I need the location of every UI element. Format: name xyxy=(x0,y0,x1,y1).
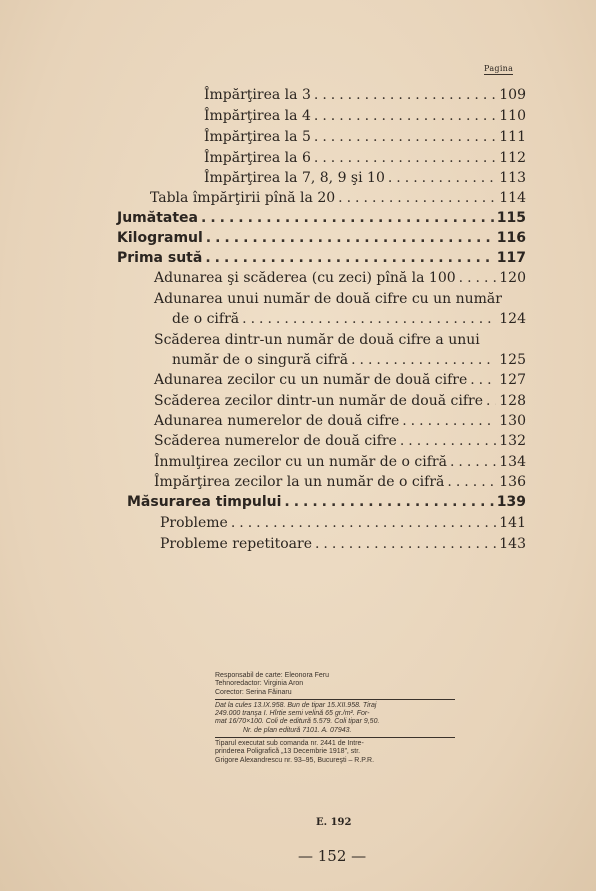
toc-leader-dots xyxy=(459,269,497,287)
toc-leader-dots xyxy=(231,514,496,532)
toc-leader-dots xyxy=(206,229,494,247)
toc-entry-title: Scăderea zecilor dintr-un număr de două cifre xyxy=(154,393,483,409)
toc-section xyxy=(117,249,526,267)
toc-entry xyxy=(172,310,526,328)
toc-entry-title: Scăderea dintr-un număr de două cifre a unui xyxy=(154,332,480,348)
toc-leader-dots xyxy=(314,107,496,125)
toc-leader-dots xyxy=(400,432,496,450)
toc-leader-dots xyxy=(314,128,496,146)
toc-leader-dots xyxy=(284,493,493,511)
toc-entry-title: Adunarea şi scăderea (cu zeci) pînă la 100 xyxy=(154,270,456,286)
toc-entry-title: Adunarea unui număr de două cifre cu un număr xyxy=(154,291,502,307)
toc-entry-title: Împărţirea zecilor la un număr de o cifră xyxy=(154,474,445,490)
toc-section-title: Jumătatea xyxy=(117,210,198,226)
toc-entry-page: 111 xyxy=(499,129,526,145)
colophon-print-details: mat 16/70×100. Coli de editură 5.579. Coli tipar 9,50. xyxy=(215,718,380,726)
toc-entry-title: Înmulţirea zecilor cu un număr de o cifră xyxy=(154,454,447,470)
toc-leader-dots xyxy=(351,351,496,369)
toc-entry xyxy=(154,412,526,430)
toc-entry xyxy=(172,351,526,369)
toc-entry xyxy=(204,107,526,125)
toc-entry-page: 127 xyxy=(499,372,526,388)
toc-leader-dots xyxy=(205,249,493,267)
colophon-divider xyxy=(215,737,455,738)
toc-entry-page: 139 xyxy=(496,494,526,510)
toc-entry xyxy=(150,189,526,207)
colophon-printer: prinderea Poligrafică „13 Decembrie 1918”, str. xyxy=(215,748,361,756)
toc-entry-page: 116 xyxy=(496,230,526,246)
toc-entry xyxy=(160,514,526,532)
toc-entry-title-continued: de o cifră xyxy=(172,311,240,327)
toc-entry-title: Probleme xyxy=(160,515,228,531)
toc-entry-page: 113 xyxy=(499,170,526,186)
toc-entry xyxy=(204,169,526,187)
toc-entry-title: Împărţirea la 5 xyxy=(204,129,311,145)
colophon-corector: Corector: Serina Făinaru xyxy=(215,688,292,696)
colophon-divider xyxy=(215,699,455,700)
colophon-responsabil: Responsabil de carte: Eleonora Feru xyxy=(215,672,330,679)
colophon-printer: Tiparul executat sub comanda nr. 2441 de Intre- xyxy=(215,740,364,748)
toc-entry-title: Adunarea numerelor de două cifre xyxy=(154,413,400,429)
toc-entry xyxy=(204,86,526,104)
toc-leader-dots xyxy=(314,86,496,104)
toc-entry xyxy=(204,128,526,146)
edition-code: E. 192 xyxy=(316,817,352,828)
toc-entry-page: 110 xyxy=(499,108,526,124)
toc-leader-dots xyxy=(470,371,496,389)
toc-leader-dots xyxy=(314,149,496,167)
colophon-print-details: Nr. de plan editură 7101. A. 07943. xyxy=(243,726,352,734)
page-column-header: Pagina xyxy=(484,64,514,73)
toc-entry-page: 115 xyxy=(496,210,526,226)
toc-section xyxy=(127,493,526,511)
toc-leader-dots xyxy=(447,473,496,491)
colophon-printer: Grigore Alexandrescu nr. 93–95, Bucureşti – R.P.R. xyxy=(215,756,375,764)
toc-entry-page: 143 xyxy=(499,536,526,552)
toc-entry-page: 136 xyxy=(499,474,526,490)
toc-entry-title: Împărţirea la 6 xyxy=(204,150,311,166)
colophon-print-details: Dat la cules 13.IX.958. Bun de tipar 15.XII.958. Tiraj xyxy=(215,701,377,709)
toc-leader-dots xyxy=(242,310,496,328)
toc-entry-page: 120 xyxy=(499,270,526,286)
toc-entry-title: Împărţirea la 3 xyxy=(204,87,311,103)
toc-section xyxy=(117,229,526,247)
colophon-print-details: 249.000 tranşa I. Hîrtie semi velină 65 gr./m². For- xyxy=(215,710,370,718)
toc-entry xyxy=(154,392,526,410)
toc-entry-page: 125 xyxy=(499,352,526,368)
toc-section xyxy=(117,209,526,227)
toc-leader-dots xyxy=(338,189,496,207)
page-number: — 152 — xyxy=(298,847,367,865)
toc-entry-page: 124 xyxy=(499,311,526,327)
toc-section-title: Kilogramul xyxy=(117,230,203,246)
toc-entry-page: 112 xyxy=(499,150,526,166)
toc-entry xyxy=(154,473,526,491)
colophon xyxy=(215,672,455,765)
toc-entry xyxy=(154,432,526,450)
toc-entry-title: Împărţirea la 7, 8, 9 şi 10 xyxy=(204,170,385,186)
toc-leader-dots xyxy=(388,169,496,187)
toc-section-title: Măsurarea timpului xyxy=(127,494,282,510)
toc-section-title: Prima sută xyxy=(117,250,203,266)
toc-entry xyxy=(204,149,526,167)
toc-entry-page: 141 xyxy=(499,515,526,531)
toc-entry-title: Împărţirea la 4 xyxy=(204,108,311,124)
toc-entry-title: Adunarea zecilor cu un număr de două cifre xyxy=(154,372,468,388)
toc-entry-title: Tabla împărţirii pînă la 20 xyxy=(150,190,336,206)
colophon-tehnoredactor: Tehnoredactor: Virginia Aron xyxy=(215,680,304,688)
toc-entry-page: 130 xyxy=(499,413,526,429)
toc-entry-page: 134 xyxy=(499,454,526,470)
toc-entry-title: Scăderea numerelor de două cifre xyxy=(154,433,397,449)
toc-entry xyxy=(154,371,526,389)
toc-leader-dots xyxy=(486,392,496,410)
toc-entry-page: 132 xyxy=(499,433,526,449)
toc-leader-dots xyxy=(201,209,494,227)
toc-entry xyxy=(154,453,526,471)
toc-entry xyxy=(160,535,526,553)
toc-entry-page: 114 xyxy=(499,190,526,206)
toc-entry-page: 109 xyxy=(499,87,526,103)
toc-entry-page: 117 xyxy=(496,250,526,266)
toc-leader-dots xyxy=(315,535,496,553)
toc-entry xyxy=(154,269,526,287)
toc-entry-title-continued: număr de o singură cifră xyxy=(172,352,349,368)
toc-entry-title: Probleme repetitoare xyxy=(160,536,312,552)
toc-entry-page: 128 xyxy=(499,393,526,409)
toc-leader-dots xyxy=(402,412,496,430)
toc-leader-dots xyxy=(450,453,496,471)
